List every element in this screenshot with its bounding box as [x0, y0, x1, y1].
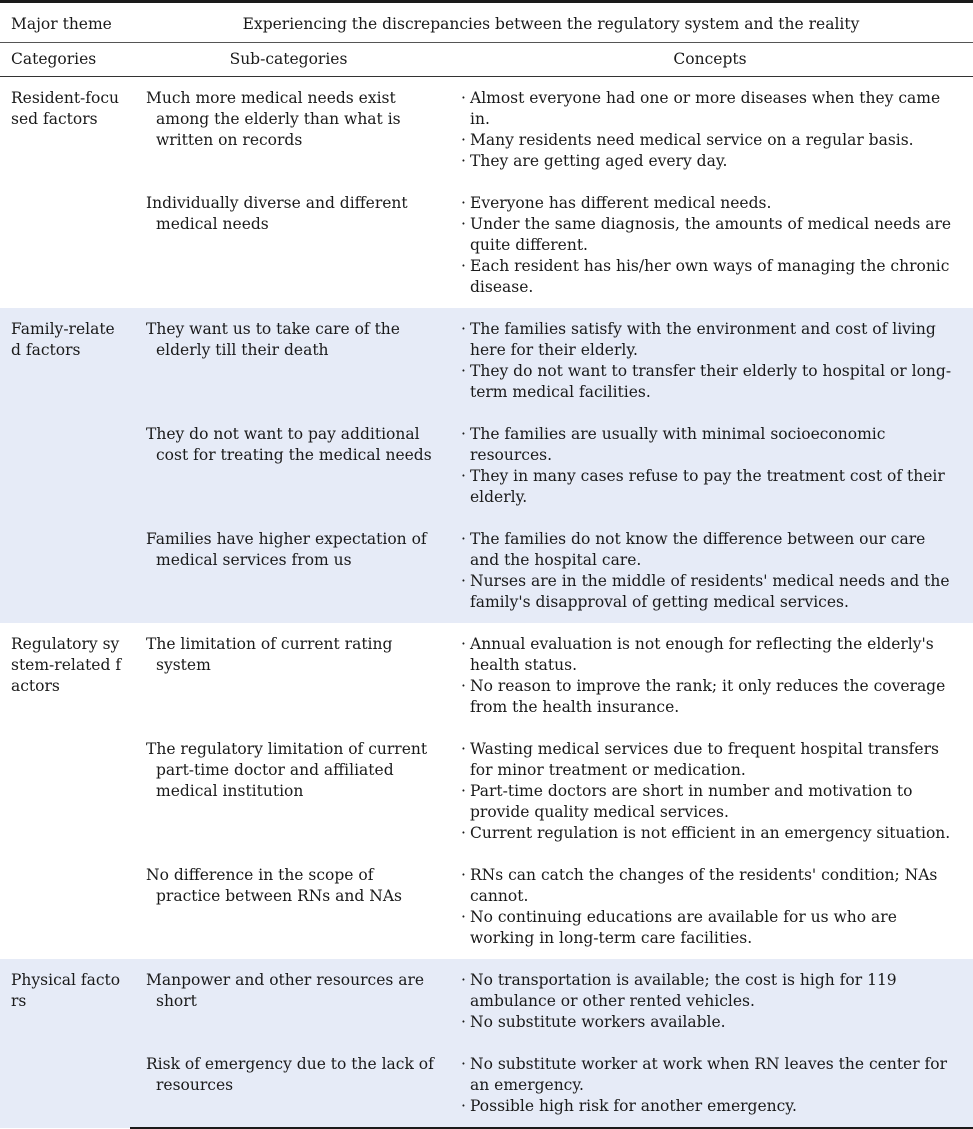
- concepts-cell: [448, 854, 973, 959]
- subcategory-cell: [130, 623, 448, 728]
- concepts-cell: [448, 623, 973, 728]
- category-cell: Family-related factors: [0, 308, 130, 623]
- major-theme-row: [0, 6, 973, 43]
- concept-item: · No substitute workers available.: [461, 1012, 959, 1033]
- col-header-concepts: Concepts: [448, 43, 973, 77]
- table-row: [0, 308, 973, 413]
- concepts-cell: [448, 518, 973, 623]
- subcategory-cell: [130, 308, 448, 413]
- concepts-cell: [448, 1043, 973, 1128]
- concept-item: · Each resident has his/her own ways of managing the chronic disease.: [461, 256, 959, 298]
- subcategory-text: Risk of emergency due to the lack of resources: [146, 1055, 434, 1094]
- table-row: [0, 623, 973, 728]
- col-header-subcategories: Sub-categories: [130, 43, 448, 77]
- concepts-cell: [448, 182, 973, 308]
- subcategory-cell: [130, 728, 448, 854]
- subcategory-cell: [130, 854, 448, 959]
- subcategory-text: They want us to take care of the elderly till their death: [146, 320, 400, 359]
- concept-item: · The families do not know the difference between our care and the hospital care.: [461, 529, 959, 571]
- table-row: [0, 854, 973, 959]
- concept-item: · Everyone has different medical needs.: [461, 193, 959, 214]
- concept-item: · Under the same diagnosis, the amounts of medical needs are quite different.: [461, 214, 959, 256]
- subcategory-text: The limitation of current rating system: [146, 635, 393, 674]
- category-cell: Regulatory system-related factors: [11, 635, 122, 695]
- table-row: [0, 959, 973, 1043]
- table-row: [0, 518, 973, 623]
- column-header-row: [0, 43, 973, 77]
- concepts-cell: [448, 728, 973, 854]
- table-row: [0, 1043, 973, 1128]
- table-row: [0, 77, 973, 183]
- concepts-cell: [448, 308, 973, 413]
- concept-item: · No reason to improve the rank; it only reduces the coverage from the health insurance.: [461, 676, 959, 718]
- table-top-rule: [0, 0, 973, 3]
- concept-item: · The families satisfy with the environment and cost of living here for their elderly.: [461, 319, 959, 361]
- subcategory-text: Much more medical needs exist among the elderly than what is written on records: [146, 89, 401, 149]
- major-theme-value: Experiencing the discrepancies between the regulatory system and the reality: [130, 6, 973, 43]
- subcategory-text: The regulatory limitation of current part-time doctor and affiliated medical institution: [146, 740, 428, 800]
- concept-item: · No substitute worker at work when RN leaves the center for an emergency.: [461, 1054, 959, 1096]
- concept-item: · Wasting medical services due to frequent hospital transfers for minor treatment or medication.: [461, 739, 959, 781]
- concepts-cell: [448, 77, 973, 183]
- subcategory-cell: [130, 77, 448, 183]
- concepts-cell: [448, 413, 973, 518]
- concept-item: · Nurses are in the middle of residents' medical needs and the family's disapproval of getting medical services.: [461, 571, 959, 613]
- subcategory-text: Families have higher expectation of medical services from us: [146, 530, 427, 569]
- subcategory-cell: [130, 413, 448, 518]
- concept-item: · They in many cases refuse to pay the treatment cost of their elderly.: [461, 466, 959, 508]
- concept-item: · They do not want to transfer their elderly to hospital or long-term medical facilities.: [461, 361, 959, 403]
- category-cell: Resident-focused factors: [11, 89, 120, 128]
- subcategory-cell: [130, 1043, 448, 1128]
- table-row: [0, 182, 973, 308]
- concept-item: · Annual evaluation is not enough for reflecting the elderly's health status.: [461, 634, 959, 676]
- category-cell: Physical factors: [0, 959, 130, 1128]
- subcategory-text: Individually diverse and different medical needs: [146, 194, 408, 233]
- table-row: [0, 728, 973, 854]
- subcategory-text: They do not want to pay additional cost for treating the medical needs: [146, 425, 432, 464]
- concept-item: · Possible high risk for another emergency.: [461, 1096, 959, 1117]
- subcategory-cell: [130, 518, 448, 623]
- subcategory-text: No difference in the scope of practice between RNs and NAs: [146, 866, 402, 905]
- table-row: [0, 413, 973, 518]
- themes-table: [0, 6, 973, 1129]
- concepts-cell: [448, 959, 973, 1043]
- subcategory-text: Manpower and other resources are short: [146, 971, 425, 1010]
- concept-item: · Almost everyone had one or more diseases when they came in.: [461, 88, 959, 130]
- subcategory-cell: [130, 182, 448, 308]
- concept-item: · The families are usually with minimal socioeconomic resources.: [461, 424, 959, 466]
- concept-item: · Current regulation is not efficient in an emergency situation.: [461, 823, 959, 844]
- concept-item: · They are getting aged every day.: [461, 151, 959, 172]
- concept-item: · Part-time doctors are short in number and motivation to provide quality medical services.: [461, 781, 959, 823]
- concept-item: · No continuing educations are available for us who are working in long-term care facilities.: [461, 907, 959, 949]
- concept-item: · RNs can catch the changes of the residents' condition; NAs cannot.: [461, 865, 959, 907]
- col-header-categories: Categories: [0, 43, 130, 77]
- major-theme-label: Major theme: [0, 6, 130, 43]
- subcategory-cell: [130, 959, 448, 1043]
- concept-item: · Many residents need medical service on a regular basis.: [461, 130, 959, 151]
- table-body: [0, 77, 973, 1129]
- concept-item: · No transportation is available; the cost is high for 119 ambulance or other rented vehicles.: [461, 970, 959, 1012]
